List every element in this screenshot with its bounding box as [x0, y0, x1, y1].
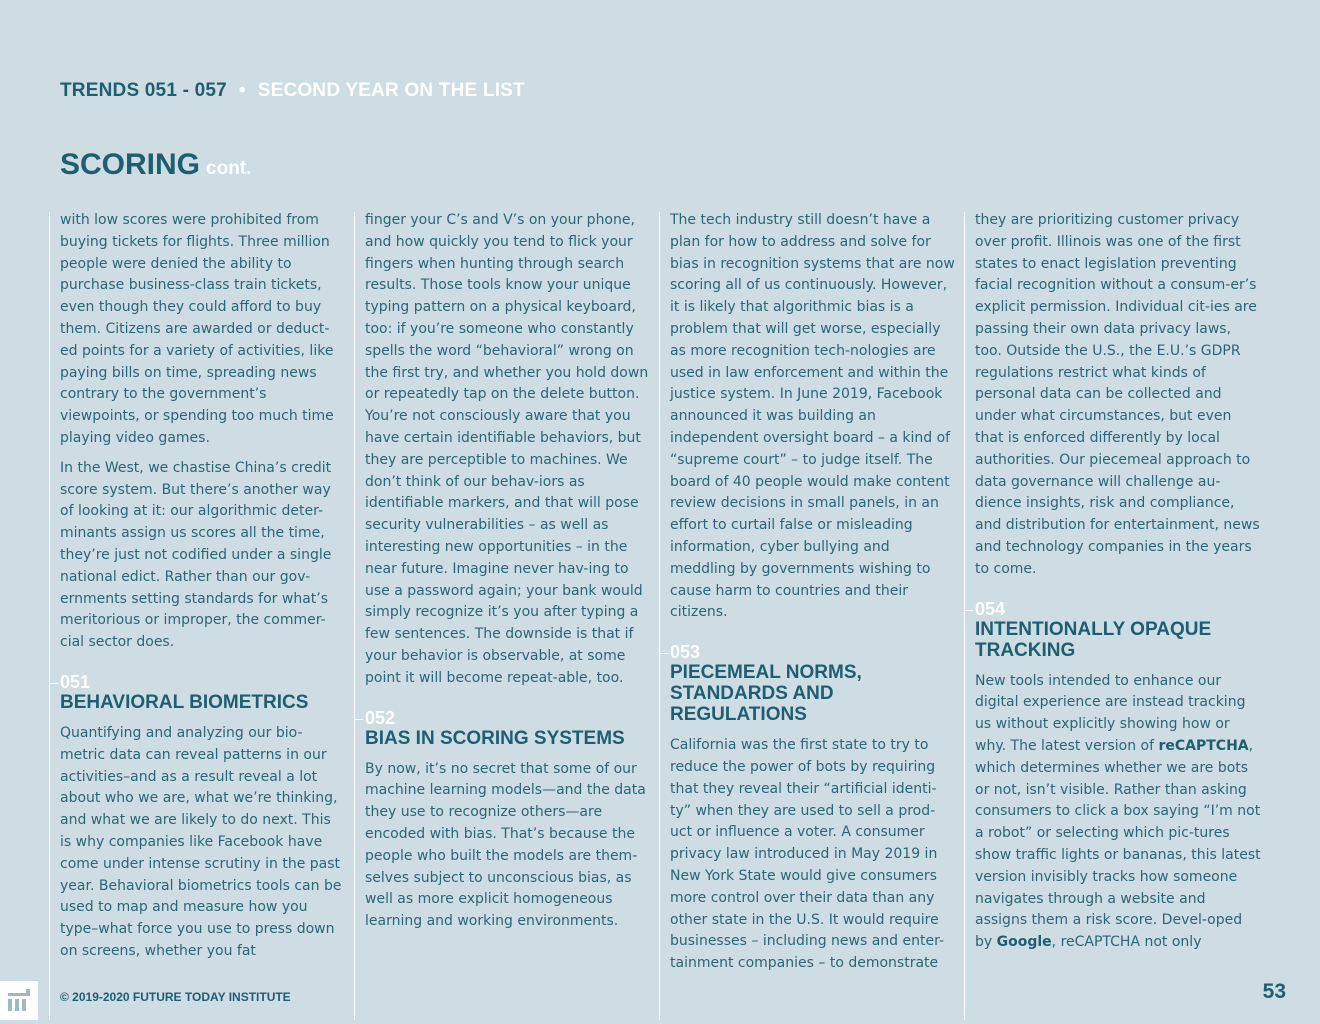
header-separator: •: [238, 80, 246, 101]
trend-heading: [975, 599, 1261, 661]
continued-label: cont.: [206, 158, 252, 179]
paragraph: finger your C’s and V’s on your phone, and how quickly you tend to flick your fingers when hunting through search results. Those tools know your unique typing pattern on a physical keyboard, too: if you’re someone who constantly spells the word “behavioral” wrong on the first try, and whether you hold down or repeatedly tap on the delete button. You’re not consciously aware that you have certain identifiable behaviors, but they are perceptible to machines. We don’t think of our behav-iors as identifiable markers, and that will pose security vulnerabilities – as well as interesting new opportunities – in the near future. Imagine never hav-ing to use a password again; your bank would simply recognize it’s you after typing a few sentences. The downside is that if your behavior is observable, at some point it will become repeat-able, too.: [365, 212, 649, 686]
heading-tick: [964, 610, 973, 611]
google-term: Google: [996, 934, 1052, 951]
heading-tick: [659, 653, 668, 654]
trend-heading: [670, 642, 956, 725]
paragraph: Quantifying and analyzing our bio-metric data can reveal patterns in our activities–and as a result reveal a lot about who we are, what we’re thinking, and what we are likely to do next. This is why companies like Facebook have come under intense scrutiny in the past year. Behavioral biometrics tools can be used to map and measure how you type–what force you use to press down on screens, whether you fat: [60, 724, 342, 959]
fti-logo-icon: [0, 981, 38, 1020]
column-divider: [49, 212, 50, 1020]
paragraph: [975, 671, 1261, 954]
trends-range: TRENDS 051 - 057: [60, 80, 227, 101]
paragraph: they are prioritizing customer privacy over profit. Illinois was one of the first states to enact legislation preventing facial recognition without a consum-er’s explicit permission. Individual cit-ies are passing their own data privacy laws, too. Outside the U.S., the E.U.’s GDPR regulations restrict what kinds of personal data can be collected and under what circumstances, but even that is enforced differently by local authorities. Our piecemeal approach to data governance will challenge au-dience insights, risk and compliance, and distribution for entertainment, news and technology companies in the years to come.: [975, 212, 1260, 577]
trend-title: BEHAVIORAL BIOMETRICS: [60, 691, 309, 713]
text-column-4: [975, 210, 1261, 962]
text-run: , which determines whether we are bots or not, isn’t visible. Rather than asking consumers to click a box saying “I’m not a robot” or selecting which pic-tures show traffic lights or bananas, this latest version invisibly tracks how someone navigates through a website and assigns them a risk score. Devel-oped by: [975, 737, 1261, 951]
heading-tick: [49, 683, 58, 684]
paragraph: with low scores were prohibited from buying tickets for flights. Three million people were denied the ability to purchase business-class train tickets, even though they could afford to buy them. Citizens are awarded or deduct-ed points for a variety of activities, like paying bills on time, spreading news contrary to the government’s viewpoints, or spending too much time playing video games.: [60, 212, 334, 446]
column-divider: [659, 212, 660, 1020]
page-number: 53: [1262, 980, 1286, 1003]
page-title: [60, 148, 251, 182]
section-header: [60, 80, 525, 102]
trend-title: PIECEMEAL NORMS, STANDARDS AND REGULATIONS: [670, 662, 862, 726]
text-column-3: [670, 210, 956, 983]
copyright: © 2019-2020 FUTURE TODAY INSTITUTE: [60, 990, 291, 1004]
paragraph: By now, it’s no secret that some of our machine learning models—and the data they use to recognize others—are encoded with bias. That’s because the people who built the models are them-selves subject to unconscious bias, as well as more explicit homogeneous learning and working environments.: [365, 760, 646, 930]
text-column-1: [60, 210, 346, 971]
paragraph: In the West, we chastise China’s credit score system. But there’s another way of looking at it: our algorithmic deter-minants assign us scores all the time, they’re just not codified under a single national edict. Rather than our gov-ernments setting standards for what’s meritorious or improper, the commer-cial sector does.: [60, 459, 332, 651]
trend-heading: [60, 672, 346, 713]
trend-title: BIAS IN SCORING SYSTEMS: [365, 727, 625, 749]
text-column-2: [365, 210, 651, 941]
paragraph: The tech industry still doesn’t have a plan for how to address and solve for bias in recognition systems that are now scoring all of us continuously. However, it is likely that algorithmic bias is a problem that will get worse, especially as more recognition tech-nologies are used in law enforcement and within the justice system. In June 2019, Facebook announced it was building an independent oversight board – a kind of “supreme court” – to judge itself. The board of 40 people would make content review decisions in small panels, in an effort to curtail false or misleading information, cyber bullying and meddling by governments wishing to cause harm to countries and their citizens.: [670, 212, 955, 621]
section-title: SCORING: [60, 148, 201, 181]
paragraph: California was the first state to try to reduce the power of bots by requiring that they reveal their “artificial identi-ty” when they are used to sell a prod-uct or influence a voter. A consumer privacy law introduced in May 2019 in New York State would give consumers more control over their data than any other state in the U.S. It would require businesses – including news and enter-tainment companies – to demonstrate: [670, 737, 945, 972]
heading-tick: [354, 719, 363, 720]
header-subtitle: SECOND YEAR ON THE LIST: [257, 80, 525, 101]
text-run: New tools intended to enhance our digital experience are instead tracking us without explicitly showing how or why. The latest version of: [975, 672, 1246, 754]
trend-number: 054: [975, 598, 1006, 619]
column-divider: [354, 212, 355, 1020]
trend-number: 052: [365, 707, 396, 728]
column-divider: [964, 212, 965, 1020]
trend-heading: [365, 708, 651, 749]
trend-title: INTENTIONALLY OPAQUE TRACKING: [975, 618, 1212, 661]
text-run: , reCAPTCHA not only: [1051, 934, 1202, 951]
trend-number: 053: [670, 642, 701, 663]
trend-number: 051: [60, 671, 91, 692]
recaptcha-term: reCAPTCHA: [1158, 737, 1249, 754]
